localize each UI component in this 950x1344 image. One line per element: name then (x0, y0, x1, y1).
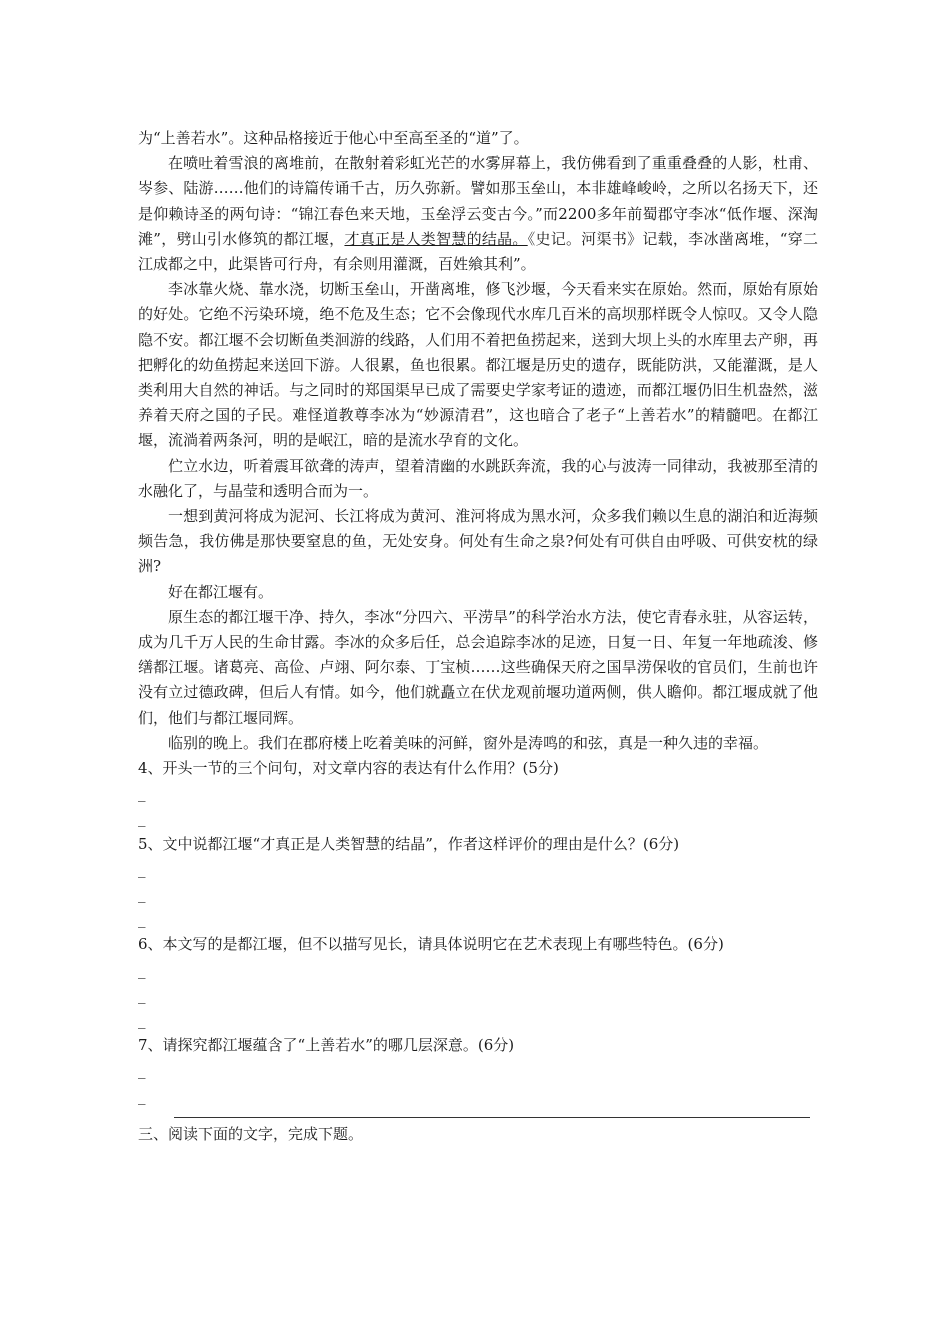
paragraph-0-text: 为“上善若水”。这种品格接近于他心中至高至圣的“道”了。 (138, 129, 529, 147)
answer-blank[interactable]: _ (138, 784, 146, 803)
paragraph-1 (138, 151, 818, 277)
question-5: 5、文中说都江堰“才真正是人类智慧的结晶”，作者这样评价的理由是什么？(6分) (138, 834, 680, 853)
answer-blank[interactable]: _ (138, 985, 146, 1004)
paragraph-1-text: 在喷吐着雪浪的离堆前，在散射着彩虹光芒的水雾屏幕上，我仿佛看到了重重叠叠的人影，杜甫、岑参、陆游……他们的诗篇传诵千古，历久弥新。譬如那玉垒山，本非雄峰峻岭，之所以名扬天下，还是仰赖诗圣的两句诗：“锦江春色来天地，玉垒浮云变古今。”而2200多年前蜀郡守李冰“低作堰、深淘滩”，劈山引水修筑的都江堰， (138, 154, 818, 248)
question-6: 6、本文写的是都江堰，但不以描写见长，请具体说明它在艺术表现上有哪些特色。(6分) (138, 935, 724, 954)
answer-blank[interactable]: _ (138, 1061, 146, 1080)
paragraph-3-text: 伫立水边，听着震耳欲聋的涛声，望着清幽的水跳跃奔流，我的心与波涛一同律动，我被那至清的水融化了，与晶莹和透明合而为一。 (138, 456, 818, 500)
section-divider (174, 1117, 810, 1118)
answer-blank[interactable]: _ (138, 910, 146, 929)
paragraph-0 (138, 126, 818, 151)
answer-blank[interactable]: _ (138, 859, 146, 878)
underlined-phrase: 才真正是人类智慧的结晶。 (344, 229, 528, 248)
paragraph-4 (138, 504, 818, 580)
answer-blank[interactable]: _ (138, 960, 146, 979)
paragraph-5-text: 好在都江堰有。 (168, 582, 274, 601)
section-3-heading: 三、阅读下面的文字，完成下题。 (138, 1124, 364, 1143)
paragraph-2 (138, 277, 818, 453)
answer-blank[interactable]: _ (138, 1086, 146, 1105)
answer-blank[interactable]: _ (138, 1011, 146, 1029)
paragraph-1-tail: 《史记。河渠书》记载，李冰凿离堆，“穿二江成都之中，此渠皆可行舟，有余则用灌溉，百姓飨其利”。 (138, 229, 818, 274)
paragraph-6-text: 原生态的都江堰干净、持久，李冰“分四六、平涝旱”的科学治水方法，使它青春永驻，从容运转，成为几千万人民的生命甘露。李冰的众多后任，总会追踪李冰的足迹，日复一日、年复一年地疏浚、修缮都江堰。诸葛亮、高俭、卢翊、阿尔泰、丁宝桢……这些确保天府之国旱涝保收的官员们，生前也许没有立过德政碑，但后人有情。如今，他们就矗立在伏龙观前堰功道两侧，供人瞻仰。都江堰成就了他们，他们与都江堰同辉。 (138, 607, 818, 727)
paragraph-4-text: 一想到黄河将成为泥河、长江将成为黄河、淮河将成为黑水河，众多我们赖以生息的湖泊和近海频频告急，我仿佛是那快要窒息的鱼，无处安身。何处有生命之泉?何处有可供自由呼吸、可供安枕的绿洲? (138, 507, 818, 576)
paragraph-6 (138, 605, 818, 731)
answer-blank[interactable]: _ (138, 885, 146, 904)
question-4: 4、开头一节的三个问句，对文章内容的表达有什么作用？(5分) (138, 759, 559, 778)
paragraph-2-text: 李冰靠火烧、靠水浇，切断玉垒山，开凿离堆，修飞沙堰，今天看来实在原始。然而，原始有原始的好处。它绝不污染环境，绝不危及生态；它不会像现代水库几百米的高坝那样既令人惊叹。又令人隐隐不安。都江堰不会切断鱼类洄游的线路，人们用不着把鱼捞起来，送到大坝上头的水库里去产卵，再把孵化的幼鱼捞起来送回下游。人很累，鱼也很累。都江堰是历史的遗存，既能防洪，又能灌溉，是人类利用大自然的神话。与之同时的郑国渠早已成了需要史学家考证的遗迹，而都江堰仍旧生机盎然，滋养着天府之国的子民。难怪道教尊李冰为“妙源清君”，这也暗合了老子“上善若水”的精髓吧。在都江堰，流淌着两条河，明的是岷江，暗的是流水孕育的文化。 (138, 280, 818, 450)
paragraph-3 (138, 454, 818, 504)
answer-blank[interactable]: _ (138, 809, 146, 828)
document-page (138, 126, 818, 1147)
paragraph-7 (138, 731, 818, 756)
paragraph-5 (138, 580, 818, 605)
paragraph-7-text: 临别的晚上。我们在郡府楼上吃着美味的河鲜，窗外是涛鸣的和弦，真是一种久违的幸福。 (168, 733, 769, 752)
question-7: 7、请探究都江堰蕴含了“上善若水”的哪几层深意。(6分) (138, 1036, 515, 1055)
